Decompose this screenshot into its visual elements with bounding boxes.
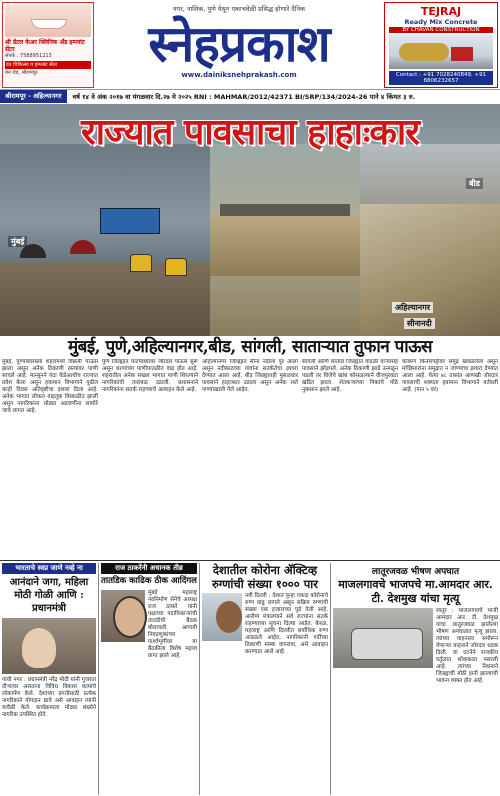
article-column bbox=[302, 359, 398, 559]
ad-tejraj-by: BY CHAVAN CONSTRUCTION bbox=[389, 27, 493, 33]
bottom-news-strip bbox=[0, 560, 500, 796]
ad-dental-title: श्री डेंटल केअर क्लिनिक अँड इम्प्लांट सेंटर bbox=[5, 39, 85, 53]
article-column bbox=[202, 359, 298, 559]
article-paragraph: सांगली आणि सातारा जिल्ह्यात वादळी वाऱ्यासह पावसाने झोडपले. अनेक ठिकाणी झाडे उन्मळून पडली तर विजेचे खांब कोसळल्याने वीजपुरवठा खंडित झाला. शेतकऱ्यांच्या पिकांचे मोठे नुकसान झाले आहे. bbox=[302, 359, 398, 393]
smile-image bbox=[5, 5, 91, 37]
ad-dental-phone: संपर्क : 7588951213 bbox=[5, 53, 52, 59]
hero-photo-collage bbox=[0, 104, 500, 336]
edition-place: श्रीरामपूर - अहिल्यानगर bbox=[0, 90, 67, 103]
sub-headline: मुंबई, पुणे,अहिल्यानगर,बीड, सांगली, साताऱ्यात तुफान पाऊस bbox=[67, 337, 433, 357]
article-column bbox=[2, 359, 98, 559]
story-pm-headline: आनंदाने जगा, महिला मोठी गोळी आणि : प्रधानमंत्री bbox=[9, 577, 89, 614]
photo-ahilyanagar bbox=[210, 144, 360, 336]
rickshaw-shape bbox=[165, 258, 187, 276]
column-divider bbox=[199, 563, 200, 795]
story-corona-body bbox=[202, 593, 328, 656]
title-block bbox=[96, 0, 382, 88]
bus-shape bbox=[100, 208, 160, 234]
story-corona[interactable] bbox=[202, 563, 328, 795]
article-paragraph: पुणे जिल्ह्यात घाटमाथ्यावर जोरदार पाऊस सुरू असून धरणांच्या पाणीपातळीत वाढ होत आहे. शहरातील अनेक सखल भागात पाणी शिरल्याने नागरिकांची तारांबळ उडाली. प्रशासनाने नागरिकांना सतर्क राहण्याचे आवाहन केले आहे. bbox=[102, 359, 198, 393]
article-column bbox=[402, 359, 498, 559]
photo-mumbai bbox=[0, 144, 210, 336]
story-corona-text: नवी दिल्ली : देशात पुन्हा एकदा कोरोनाचे रुग्ण वाढू लागले असून सक्रिय रुग्णांची संख्या एक हजाराच्या पुढे गेली आहे. आरोग्य मंत्रालयाने सर्व राज्यांना सतर्क राहण्याच्या सूचना दिल्या आहेत. केरळ, महाराष्ट्र आणि दिल्लीत सर्वाधिक रुग्ण आढळले आहेत. नागरिकांनी गर्दीच्या ठिकाणी मास्क वापरावा, असे आवाहन करण्यात आले आहे. bbox=[245, 593, 328, 655]
umbrella-shape bbox=[70, 240, 96, 254]
article-column bbox=[102, 359, 198, 559]
story-pm-kicker: भारताचे स्वप्न जाणे नव्हे ना bbox=[2, 563, 96, 574]
story-raj-headline: तातडिक काढिक ठीक आदिंगल bbox=[101, 576, 197, 586]
pm-photo bbox=[2, 618, 96, 674]
edition-info: वर्ष १४ वे अंक २०१७ वा मंगळवार दि.२७ मे २०२५ RNI : MAHMAR/2012/42371 BI/SRP/134/2024-26 पाने ४ किंमत ३ रु. bbox=[72, 93, 416, 101]
story-accident-body bbox=[333, 608, 498, 685]
flood-water bbox=[360, 204, 500, 336]
ad-tejraj-contact: Contact : +91 7028240849, +91 8806232657 bbox=[389, 71, 493, 85]
website-link[interactable]: www.dainiksnehprakash.com bbox=[181, 71, 297, 79]
mixer-truck-image bbox=[389, 35, 493, 69]
dateline bbox=[0, 90, 500, 103]
story-accident-kicker: लातूरजवळ भीषण अपघात bbox=[333, 563, 498, 578]
column-divider bbox=[98, 563, 99, 795]
caption-beed: बीड bbox=[466, 178, 483, 189]
story-raj[interactable] bbox=[101, 563, 197, 795]
accident-car-photo bbox=[333, 608, 433, 668]
caption-sinanadi: सीनानदी bbox=[404, 318, 435, 329]
story-corona-headline: देशातील कोरोना ॲक्टिव्ह रुग्णांची संख्या १००० पार bbox=[212, 563, 318, 591]
article-paragraph: कोकण किनारपट्टीवर समुद्र खवळलेला असून मच्छिमारांना समुद्रात न जाण्याचा इशारा देण्यात आला आहे. येत्या ४८ तासांत आणखी जोरदार पावसाची शक्यता हवामान विभागाने वर्तवली आहे. (पान ५ वर) bbox=[402, 359, 498, 393]
caption-mumbai: मुंबई bbox=[8, 236, 27, 247]
column-divider bbox=[330, 563, 331, 795]
main-article bbox=[2, 359, 498, 559]
ad-tejraj[interactable] bbox=[384, 2, 498, 88]
story-raj-kicker: राज ठाकरेंनी अचानक तीव्र bbox=[101, 563, 197, 574]
tagline: नगर, नाशिक, पुणे येथून एकाचवेळी प्रसिद्ध होणारे दैनिक bbox=[172, 5, 306, 13]
story-pm-text: गांधी नगर : प्रधानमंत्री नरेंद्र मोदी यांनी गुजरात दौऱ्यावर असताना विविध विकास कामांचे लोकार्पण केले. देशाच्या प्रगतीसाठी प्रत्येक नागरिकाने योगदान द्यावे असे आवाहन त्यांनी यावेळी केले. कार्यक्रमाला मोठ्या संख्येने नागरिक उपस्थित होते. bbox=[2, 677, 96, 718]
ad-dental-clinic[interactable] bbox=[2, 2, 94, 88]
story-accident-headline: माजलगावचे भाजपचे मा.आमदार आर. टी. देशमुख यांचा मृत्यू bbox=[338, 578, 493, 605]
story-raj-body bbox=[101, 590, 197, 660]
ad-tejraj-brand: TEJRAJ bbox=[385, 3, 497, 18]
rickshaw-shape bbox=[130, 254, 152, 272]
ad-dental-address: मेन रोड, श्रीरामपूर bbox=[5, 70, 38, 76]
story-raj-text: मुंबई : महाराष्ट्र नवनिर्माण सेनेचे अध्यक्ष राज ठाकरे यांनी पक्षाच्या पदाधिकाऱ्यांची तातडीची बैठक बोलावली. आगामी निवडणुकांच्या पार्श्वभूमीवर या बैठकीला विशेष महत्त्व प्राप्त झाले आहे. bbox=[148, 590, 197, 659]
newspaper-logo: स्नेहप्रकाश bbox=[148, 14, 330, 73]
story-accident[interactable] bbox=[333, 563, 498, 795]
hero-headline: राज्यात पावसाचा हाहाःकार bbox=[81, 111, 419, 153]
masthead bbox=[0, 0, 500, 90]
raj-photo bbox=[101, 590, 145, 642]
story-accident-text: लातूर : माजलगावचे माजी आमदार आर. टी. देशमुख यांचा लातूरजवळ झालेल्या भीषण अपघातात मृत्यू झाला. त्यांच्या वाहनाला समोरून येणाऱ्या वाहनाने जोरदार धडक दिली. या घटनेने राजकीय वर्तुळात शोककळा पसरली आहे. त्यांच्या निधनाने जिल्ह्याची मोठी हानी झाल्याची भावना व्यक्त होत आहे. bbox=[436, 608, 498, 684]
caption-ahilyanagar: अहिल्यानगर bbox=[392, 302, 433, 313]
bridge-shape bbox=[220, 204, 350, 216]
ad-tejraj-subtitle: Ready Mix Concrete bbox=[404, 18, 478, 26]
doctor-photo bbox=[202, 593, 242, 641]
article-paragraph: मुंबई, पुण्यासारख्या शहरांमध्ये विक्रमी पाऊस झाला असून अनेक ठिकाणी रस्त्यांवर पाणी साचले आहे. मान्सूनने यंदा वेळेआधीच राज्यात प्रवेश केला असून हवामान विभागाने पुढील काही दिवस अतिवृष्टीचा इशारा दिला आहे. अनेक भागात लोकल वाहतूक विस्कळीत झाली असून नागरिकांना मोठ्या अडचणींना सामोरे जावे लागत आहे. bbox=[2, 359, 98, 414]
ad-dental-tag: दंत चिकित्सा व इम्प्लांट सेंटर bbox=[5, 61, 91, 69]
story-pm[interactable] bbox=[2, 563, 96, 795]
article-paragraph: अहिल्यानगर जिल्ह्यात सीना नदीला पूर आला असून नदीकाठच्या गावांना सतर्कतेचा इशारा देण्यात आला आहे. बीड जिल्ह्यातही मुसळधार पावसाने हाहाःकार उडाला असून अनेक रस्ते पाण्याखाली गेले आहेत. bbox=[202, 359, 298, 393]
flood-water bbox=[210, 216, 360, 276]
